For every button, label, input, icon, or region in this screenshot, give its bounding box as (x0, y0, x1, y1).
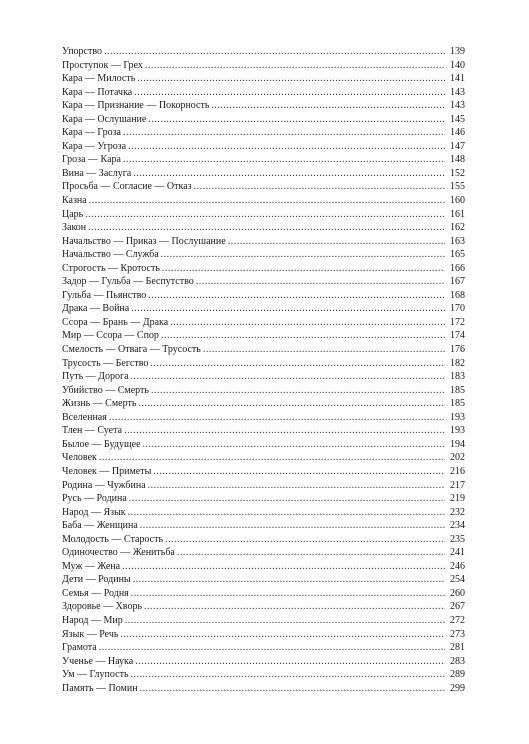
dot-leader (99, 451, 445, 465)
toc-entry-title: Муж — Жена (62, 560, 121, 572)
dot-leader (177, 546, 445, 560)
dot-leader (88, 221, 445, 235)
toc-entry (62, 329, 465, 343)
toc-entry-title: Родина — Чужбина (62, 479, 146, 491)
toc-entry-page-number: 141 (450, 73, 465, 85)
toc-entry (62, 587, 465, 601)
toc-entry (62, 519, 465, 533)
toc-entry-page-number: 162 (450, 222, 465, 234)
dot-leader (133, 167, 445, 181)
dot-leader (161, 248, 445, 262)
toc-entry (62, 628, 465, 642)
toc-entry-page-number: 202 (450, 452, 465, 464)
toc-entry-title: Гульба — Пьянство (62, 289, 147, 301)
toc-entry-title: Начальство — Приказ — Послушание (62, 235, 226, 247)
toc-entry-page-number: 267 (450, 601, 465, 613)
toc-entry-title: Мир — Ссора — Спор (62, 330, 159, 342)
toc-entry (62, 72, 465, 86)
toc-entry-title: Человек — Приметы (62, 465, 152, 477)
toc-entry-page-number: 185 (450, 384, 465, 396)
toc-entry (62, 682, 465, 696)
toc-entry-title: Одиночество — Женитьба (62, 547, 175, 559)
dot-leader (99, 641, 445, 655)
toc-entry-title: Былое — Будущее (62, 438, 141, 450)
toc-entry (62, 465, 465, 479)
table-of-contents (62, 45, 465, 695)
toc-entry-page-number: 234 (450, 520, 465, 532)
dot-leader (131, 302, 445, 316)
toc-entry (62, 316, 465, 330)
dot-leader (196, 275, 445, 289)
dot-leader (153, 465, 445, 479)
toc-entry-title: Народ — Мир (62, 614, 123, 626)
dot-leader (122, 560, 445, 574)
toc-entry-page-number: 140 (450, 59, 465, 71)
dot-leader (150, 357, 445, 371)
dot-leader (124, 424, 445, 438)
toc-entry (62, 668, 465, 682)
toc-entry (62, 451, 465, 465)
toc-entry (62, 275, 465, 289)
toc-entry-title: Драка — Война (62, 303, 130, 315)
dot-leader (123, 153, 445, 167)
toc-entry-page-number: 185 (450, 398, 465, 410)
toc-entry-title: Дети — Родины (62, 574, 131, 586)
dot-leader (123, 126, 445, 140)
toc-entry-page-number: 232 (450, 506, 465, 518)
toc-entry (62, 384, 465, 398)
dot-leader (145, 59, 445, 73)
toc-entry-title: Царь (62, 208, 84, 220)
dot-leader (140, 519, 445, 533)
toc-entry-page-number: 193 (450, 425, 465, 437)
toc-entry (62, 262, 465, 276)
toc-entry-title: Кара — Потачка (62, 86, 133, 98)
toc-entry (62, 357, 465, 371)
toc-entry (62, 370, 465, 384)
toc-entry (62, 424, 465, 438)
toc-entry-page-number: 235 (450, 533, 465, 545)
toc-entry-page-number: 241 (450, 547, 465, 559)
toc-entry (62, 113, 465, 127)
toc-entry-title: Вина — Заслуга (62, 167, 132, 179)
toc-entry-page-number: 193 (450, 411, 465, 423)
toc-entry (62, 126, 465, 140)
toc-entry (62, 546, 465, 560)
toc-entry (62, 302, 465, 316)
toc-entry-page-number: 143 (450, 100, 465, 112)
toc-entry-page-number: 176 (450, 344, 465, 356)
dot-leader (162, 262, 445, 276)
toc-entry-page-number: 283 (450, 655, 465, 667)
toc-entry-page-number: 246 (450, 560, 465, 572)
toc-entry (62, 533, 465, 547)
toc-entry-title: Гроза — Кара (62, 154, 121, 166)
dot-leader (85, 208, 445, 222)
toc-entry (62, 397, 465, 411)
toc-entry (62, 560, 465, 574)
toc-entry-title: Человек (62, 452, 97, 464)
toc-entry-title: Вселенная (62, 411, 107, 423)
toc-entry (62, 479, 465, 493)
toc-entry-page-number: 174 (450, 330, 465, 342)
toc-entry (62, 235, 465, 249)
toc-entry-page-number: 167 (450, 276, 465, 288)
dot-leader (211, 99, 445, 113)
toc-entry-page-number: 273 (450, 628, 465, 640)
toc-entry (62, 86, 465, 100)
toc-entry (62, 208, 465, 222)
toc-entry (62, 180, 465, 194)
toc-entry-title: Молодость — Старость (62, 533, 164, 545)
toc-entry-title: Грамота (62, 642, 97, 654)
toc-entry-page-number: 139 (450, 46, 465, 57)
toc-entry-title: Здоровье — Хворь (62, 601, 143, 613)
toc-entry (62, 492, 465, 506)
toc-entry (62, 221, 465, 235)
dot-leader (148, 113, 445, 127)
toc-entry-page-number: 216 (450, 465, 465, 477)
toc-entry-page-number: 160 (450, 195, 465, 207)
toc-entry (62, 248, 465, 262)
dot-leader (131, 587, 445, 601)
toc-entry-page-number: 182 (450, 357, 465, 369)
dot-leader (170, 316, 445, 330)
toc-entry-title: Ученье — Наука (62, 655, 134, 667)
toc-entry-page-number: 163 (450, 235, 465, 247)
dot-leader (165, 533, 445, 547)
toc-entry-title: Семья — Родня (62, 587, 129, 599)
toc-entry-page-number: 260 (450, 587, 465, 599)
toc-entry-page-number: 147 (450, 140, 465, 152)
toc-entry (62, 99, 465, 113)
toc-entry-title: Начальство — Служба (62, 249, 159, 261)
dot-leader (125, 614, 445, 628)
toc-entry-page-number: 217 (450, 479, 465, 491)
toc-entry-page-number: 183 (450, 371, 465, 383)
toc-entry-page-number: 219 (450, 493, 465, 505)
toc-entry (62, 600, 465, 614)
toc-entry-page-number: 168 (450, 289, 465, 301)
toc-entry-page-number: 165 (450, 249, 465, 261)
toc-entry-title: Кара — Признание — Покорность (62, 100, 210, 112)
toc-entry-page-number: 145 (450, 113, 465, 125)
toc-entry-title: Закон (62, 222, 87, 234)
toc-entry-title: Жизнь — Смерть (62, 398, 137, 410)
toc-entry-title: Ум — Глупость (62, 669, 129, 681)
toc-entry-title: Смелость — Отвага — Трусость (62, 344, 201, 356)
toc-entry-title: Кара — Угроза (62, 140, 127, 152)
dot-leader (148, 479, 445, 493)
toc-entry-title: Язык — Речь (62, 628, 119, 640)
dot-leader (104, 45, 445, 59)
dot-leader (128, 140, 445, 154)
toc-entry-page-number: 166 (450, 262, 465, 274)
toc-entry-title: Трусость — Бегство (62, 357, 149, 369)
toc-entry-title: Тлен — Суета (62, 425, 123, 437)
toc-entry-title: Просьба — Согласие — Отказ (62, 181, 192, 193)
toc-entry (62, 343, 465, 357)
dot-leader (143, 438, 445, 452)
dot-leader (161, 329, 445, 343)
toc-entry (62, 411, 465, 425)
toc-entry-page-number: 172 (450, 316, 465, 328)
toc-entry (62, 614, 465, 628)
toc-entry-page-number: 143 (450, 86, 465, 98)
dot-leader (203, 343, 445, 357)
toc-entry-page-number: 170 (450, 303, 465, 315)
dot-leader (131, 370, 445, 384)
toc-entry (62, 289, 465, 303)
toc-entry-title: Убийство — Смерть (62, 384, 149, 396)
toc-entry-page-number: 194 (450, 438, 465, 450)
dot-leader (148, 289, 445, 303)
toc-entry-page-number: 152 (450, 167, 465, 179)
toc-entry (62, 45, 465, 59)
toc-entry-title: Проступок — Грех (62, 59, 143, 71)
dot-leader (134, 86, 445, 100)
toc-entry-title: Путь — Дорога (62, 371, 129, 383)
toc-entry (62, 506, 465, 520)
toc-entry-title: Кара — Милость (62, 73, 136, 85)
toc-entry-title: Кара — Ослушание (62, 113, 147, 125)
toc-entry-title: Ссора — Брань — Драка (62, 316, 169, 328)
toc-entry-title: Задор — Гульба — Беспутство (62, 276, 194, 288)
toc-entry-title: Упорство (62, 46, 103, 57)
toc-entry (62, 140, 465, 154)
toc-entry-page-number: 146 (450, 127, 465, 139)
dot-leader (151, 384, 445, 398)
toc-entry-page-number: 272 (450, 614, 465, 626)
toc-entry (62, 167, 465, 181)
dot-leader (131, 668, 445, 682)
dot-leader (137, 72, 445, 86)
dot-leader (128, 506, 445, 520)
toc-entry-page-number: 281 (450, 642, 465, 654)
toc-entry (62, 194, 465, 208)
dot-leader (89, 194, 445, 208)
dot-leader (135, 655, 445, 669)
toc-entry-page-number: 155 (450, 181, 465, 193)
toc-entry (62, 438, 465, 452)
toc-entry-page-number: 299 (450, 682, 465, 694)
toc-entry-title: Баба — Женщина (62, 520, 138, 532)
dot-leader (140, 682, 445, 696)
toc-entry-title: Казна (62, 195, 87, 207)
dot-leader (120, 628, 445, 642)
dot-leader (138, 397, 445, 411)
toc-entry-title: Строгость — Кротость (62, 262, 160, 274)
toc-entry (62, 59, 465, 73)
dot-leader (144, 600, 445, 614)
toc-entry (62, 655, 465, 669)
dot-leader (133, 573, 445, 587)
toc-entry (62, 641, 465, 655)
dot-leader (109, 411, 445, 425)
toc-entry-page-number: 289 (450, 669, 465, 681)
toc-entry-page-number: 254 (450, 574, 465, 586)
toc-entry-title: Кара — Гроза (62, 127, 121, 139)
toc-entry-title: Русь — Родина (62, 493, 127, 505)
dot-leader (228, 235, 445, 249)
toc-entry-page-number: 148 (450, 154, 465, 166)
toc-entry (62, 573, 465, 587)
dot-leader (129, 492, 445, 506)
toc-entry (62, 153, 465, 167)
toc-entry-page-number: 161 (450, 208, 465, 220)
toc-entry-title: Народ — Язык (62, 506, 126, 518)
dot-leader (194, 180, 445, 194)
toc-entry-title: Память — Помин (62, 682, 138, 694)
